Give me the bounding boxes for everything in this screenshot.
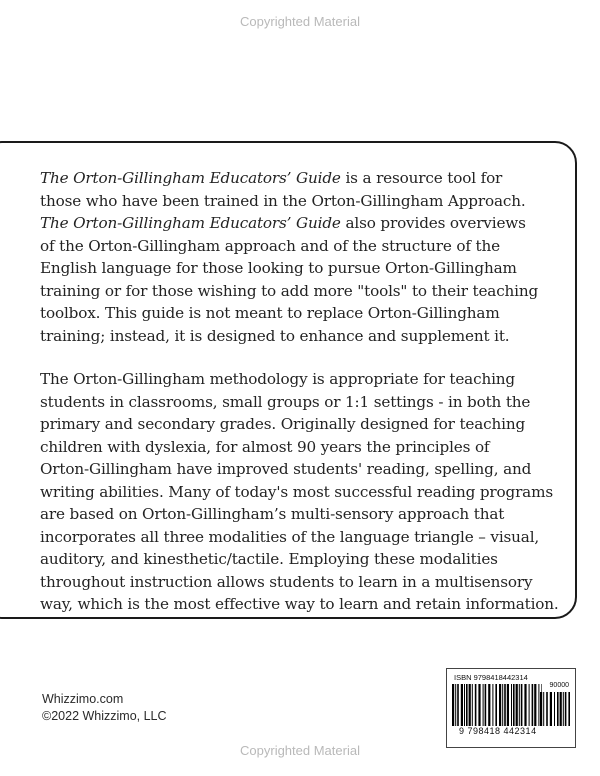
paragraph-2-line: incorporates all three modalities of the language triangle – visual, [40,527,540,546]
text-run: those who have been trained in the Orton-Gillingham Approach. [40,191,526,210]
text-run: English language for those looking to pursue Orton-Gillingham [40,259,517,277]
paragraph-2-line: Orton-Gillingham have improved students' reading, spelling, and [40,460,532,478]
copyright-watermark-top: Copyrighted Material [240,14,360,29]
price-barcode-bars [540,692,570,726]
book-title-italic: The Orton-Gillingham Educators’ Guide [40,169,341,187]
copyright-notice: ©2022 Whizzimo, LLC [42,709,167,723]
paragraph-2-line: The Orton-Gillingham methodology is appropriate for teaching [40,370,515,388]
paragraph-2-line: are based on Orton-Gillingham’s multi-sensory approach that [40,505,505,523]
paragraph-1-line [40,167,560,190]
paragraph-2-line: students in classrooms, small groups or 1:1 settings - in both the [40,392,531,411]
isbn-barcode [446,668,576,748]
copyright-watermark-bottom: Copyrighted Material [240,743,360,758]
paragraph-1-line [40,257,560,280]
publisher-website: Whizzimo.com [42,692,124,706]
text-run: training or for those wishing to add more "tools" to their teaching [40,281,539,300]
paragraph-1-line [40,212,560,235]
text-run: is a resource tool for [340,169,503,187]
paragraph-1-line [40,190,560,213]
text-run: training; instead, it is designed to enhance and supplement it. [40,326,510,345]
isbn-label: ISBN 9798418442314 [454,673,528,682]
paragraph-1-line [40,302,560,325]
paragraph-2-line: auditory, and kinesthetic/tactile. Employing these modalities [40,550,498,568]
price-code: 90000 [549,682,569,689]
paragraph-2-line: throughout instruction allows students to learn in a multisensory [40,572,533,591]
description-paragraph-1 [40,167,560,347]
text-run: also provides overviews [340,214,526,232]
text-run: of the Orton-Gillingham approach and of the structure of the [40,236,500,255]
paragraph-2-line: primary and secondary grades. Originally designed for teaching [40,415,526,433]
paragraph-2-line: way, which is the most effective way to learn and retain information. [40,595,559,613]
paragraph-1-line [40,280,560,303]
description-paragraph-2 [40,368,560,616]
paragraph-1-line [40,235,560,258]
book-title-italic: The Orton-Gillingham Educators’ Guide [40,214,341,232]
paragraph-2-line: writing abilities. Many of today's most successful reading programs [40,482,553,501]
barcode-bars [452,684,542,726]
paragraph-1-line [40,325,560,348]
paragraph-2-line: children with dyslexia, for almost 90 years the principles of [40,437,490,456]
barcode-number: 9 798418 442314 [459,726,537,736]
text-run: toolbox. This guide is not meant to replace Orton-Gillingham [40,304,500,322]
